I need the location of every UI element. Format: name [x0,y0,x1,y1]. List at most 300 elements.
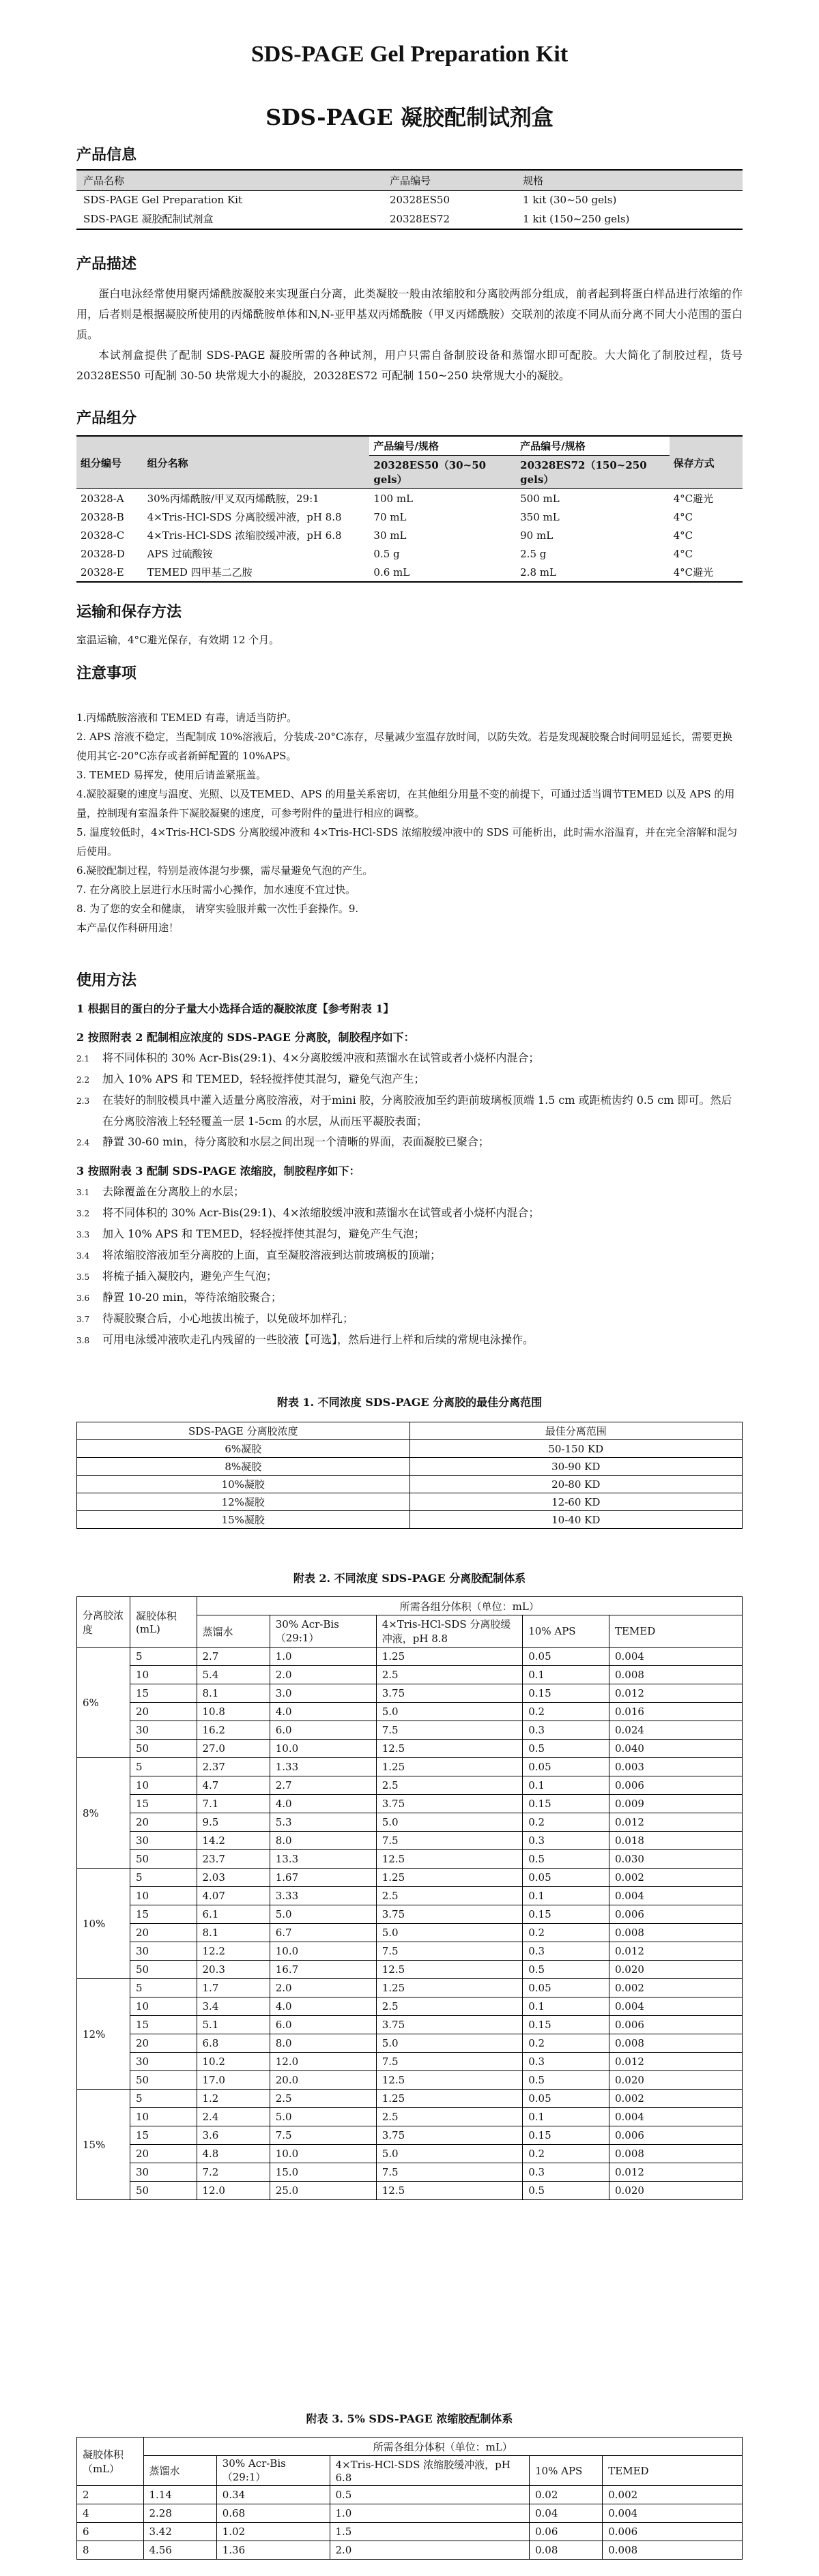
header-product-code: 产品编号 [383,170,516,191]
header-temed: TEMED [603,2456,743,2486]
cell: 0.3 [523,1721,609,1740]
cell: 5.4 [197,1666,270,1684]
cell: APS 过硫酸铵 [147,548,213,560]
cell: 1.5 [330,2523,530,2541]
cell: 0.006 [609,2016,743,2034]
cell: 50 [130,2071,197,2090]
substep-text: 将浓缩胶溶液加至分离胶的上面，直至凝胶溶液到达前玻璃板的顶端； [102,1248,442,1261]
cell: 0.008 [609,2034,743,2053]
cell: 0.012 [609,1942,743,1961]
cell: 5 [130,1869,197,1887]
cell: 7.5 [376,1721,523,1740]
cell: 15 [130,1684,197,1703]
cell: 12.0 [270,2053,376,2071]
cell: 4.7 [197,1776,270,1795]
concentration-cell: 10% [77,1869,130,1979]
cell: 2.28 [143,2504,216,2523]
cell: 1 kit (30~50 gels) [523,194,617,206]
cell: 0.1 [523,1666,609,1684]
cell: 3.75 [376,2016,523,2034]
header-temed: TEMED [609,1615,743,1648]
usage-heading: 使用方法 [76,971,137,989]
title-chinese: SDS-PAGE 凝胶配制试剂盒 [265,104,554,130]
substep-number: 3.1 [76,1188,90,1197]
table-row [77,2145,743,2163]
cell: 4.0 [270,1795,376,1813]
cell: 10.0 [270,2145,376,2163]
usage-substep [76,1224,743,1245]
cell: 0.002 [609,1869,743,1887]
description-paragraph-1: 蛋白电泳经常使用聚丙烯酰胺凝胶来实现蛋白分离，此类凝胶一般由浓缩胶和分离胶两部分组成，前者起到将蛋白样品进行浓缩的作用，后者则是根据凝胶所使用的丙烯酰胺单体和N,N-亚甲基双丙烯酰胺（甲叉丙烯酰胺）交联剂的浓度不同从而分离不同大小范围的蛋白质。 [76,287,743,341]
cell: 12.5 [376,2182,523,2200]
cell: 0.1 [523,1776,609,1795]
cell: 0.15 [523,1684,609,1703]
header-water: 蒸馏水 [143,2456,216,2486]
description-heading: 产品描述 [76,255,137,273]
table2-section [76,1570,743,2200]
cell: 5.0 [376,1813,523,1832]
components-table [76,435,743,583]
cell: 50-150 KD [410,1440,743,1458]
table2 [76,1596,743,2200]
table-row [77,1511,743,1529]
table-row [77,1813,743,1832]
cell: 0.012 [609,2163,743,2182]
cell: 0.020 [609,2071,743,2090]
cell: 15%凝胶 [77,1511,410,1529]
cell: 3.75 [376,1905,523,1924]
substep-number: 3.6 [76,1293,90,1303]
header-component-volumes: 所需各组分体积（单位：mL） [143,2438,743,2456]
cell: 3.0 [270,1684,376,1703]
usage-step-2: 2 按照附表 2 配制相应浓度的 SDS-PAGE 分离胶，制胶程序如下： [76,1031,415,1044]
table-row [77,1476,743,1493]
cell: 2.5 [270,2090,376,2108]
note-item: 本产品仅作科研用途！ [76,922,179,934]
cell: 1.25 [376,1869,523,1887]
cell: 0.040 [609,1740,743,1758]
cell: 0.008 [609,2145,743,2163]
cell: 10 [130,1887,197,1905]
cell: 0.008 [609,1666,743,1684]
cell: 10 [130,1997,197,2016]
table-row [77,1961,743,1979]
cell: 2.4 [197,2108,270,2126]
table-subheader-row [77,2456,743,2486]
table-row [76,526,743,544]
cell: 0.020 [609,1961,743,1979]
concentration-cell: 12% [77,1979,130,2090]
cell: 10.0 [270,1740,376,1758]
cell: 7.5 [376,2163,523,2182]
cell: 1.0 [270,1648,376,1666]
cell: 6.7 [270,1924,376,1942]
cell: 2.5 [376,1776,523,1795]
cell: 0.1 [523,2108,609,2126]
header-component-name: 组分名称 [143,436,370,489]
cell: 5 [130,2090,197,2108]
cell: 3.75 [376,1684,523,1703]
cell: 0.05 [523,1758,609,1776]
usage-substep [76,1266,743,1287]
usage-section [76,970,743,1351]
cell: 15 [130,2126,197,2145]
header-spec: 规格 [516,170,743,191]
note-item: 6.凝胶配制过程，特别是液体混匀步骤，需尽量避免气泡的产生。 [76,864,373,877]
note-item: 3. TEMED 易挥发，使用后请盖紧瓶盖。 [76,769,267,781]
cell: 5.1 [197,2016,270,2034]
cell: 1.36 [216,2541,330,2560]
cell: 0.2 [523,2145,609,2163]
cell: 15 [130,2016,197,2034]
table-row [77,2126,743,2145]
header-aps: 10% APS [523,1615,609,1648]
cell: 20328ES50 [389,194,450,206]
usage-substep [76,1132,743,1153]
header-gel-concentration: SDS-PAGE 分离胶浓度 [77,1422,410,1440]
description-paragraph-2: 本试剂盒提供了配制 SDS-PAGE 凝胶所需的各种试剂，用户只需自备制胶设备和蒸馏水即可配胶。大大简化了制胶过程，货号 20328ES50 可配制 30-50 块常规大小的凝胶，20328ES72 可配制 150~250 块常规大小的凝胶。 [76,349,743,382]
cell: 0.3 [523,2053,609,2071]
table-row [77,2163,743,2182]
table3-body [77,2486,743,2560]
substep-number: 3.5 [76,1272,90,1282]
cell: 6.8 [197,2034,270,2053]
cell: 20328-E [76,563,143,582]
concentration-cell: 6% [77,1648,130,1758]
cell: 1.0 [330,2504,530,2523]
cell: SDS-PAGE Gel Preparation Kit [83,194,242,206]
cell: 20 [130,1703,197,1721]
cell: 8.1 [197,1924,270,1942]
table-row [77,1440,743,1458]
notes-section [76,663,743,937]
cell: 1.14 [143,2486,216,2504]
substep-number: 2.2 [76,1075,90,1085]
table3-section [76,2411,743,2560]
cell: 1.02 [216,2523,330,2541]
product-info-heading: 产品信息 [76,146,137,164]
cell: 8 [77,2541,144,2560]
substep-text: 加入 10% APS 和 TEMED，轻轻搅拌使其混匀，避免产生气泡； [102,1227,425,1240]
cell: 4×Tris-HCl-SDS 分离胶缓冲液，pH 8.8 [147,511,342,523]
cell: 2.0 [270,1666,376,1684]
substep-number: 2.1 [76,1054,90,1064]
cell: 20328-C [81,529,125,542]
cell: 7.5 [376,2053,523,2071]
cell: 12.2 [197,1942,270,1961]
cell: 6.0 [270,2016,376,2034]
cell: 12.5 [376,1850,523,1869]
cell: 1 kit (150~250 gels) [516,209,743,229]
substep-text: 可用电泳缓冲液吹走孔内残留的一些胶液【可选】，然后进行上样和后续的常规电泳操作。 [102,1333,534,1346]
table-header-row [77,1422,743,1440]
cell: 4°C [673,547,693,560]
cell: 2.5 [376,1666,523,1684]
cell: 15 [130,1905,197,1924]
cell: 30 [130,1942,197,1961]
cell: 1.67 [270,1869,376,1887]
cell: 0.02 [530,2486,603,2504]
cell: 1.25 [376,1648,523,1666]
cell: 0.05 [523,1648,609,1666]
cell: 0.5 [523,2182,609,2200]
table-row [77,1905,743,1924]
cell: 0.008 [603,2541,743,2560]
cell: 0.1 [523,1997,609,2016]
cell: 350 mL [520,510,560,523]
cell: 0.004 [609,1997,743,2016]
header-resolving-buffer: 4×Tris-HCl-SDS 分离胶缓冲液，pH 8.8 [376,1615,523,1648]
table-row [77,2071,743,2090]
table1-caption: 附表 1. 不同浓度 SDS-PAGE 分离胶的最佳分离范围 [276,1396,543,1409]
header-stacking-buffer: 4×Tris-HCl-SDS 浓缩胶缓冲液，pH 6.8 [330,2456,530,2486]
cell: 0.08 [530,2541,603,2560]
cell: 1.25 [376,1979,523,1997]
note-item: 5. 温度较低时，4×Tris-HCl-SDS 分离胶缓冲液和 4×Tris-HCl-SDS 浓缩胶缓冲液中的 SDS 可能析出，此时需水浴温育，并在完全溶解和混匀后使用。 [76,826,738,858]
table-row [77,2034,743,2053]
cell: 3.75 [376,2126,523,2145]
header-separation-range: 最佳分离范围 [410,1422,743,1440]
table-row [77,1795,743,1813]
cell: 2.7 [270,1776,376,1795]
cell: 10-40 KD [410,1511,743,1529]
cell: SDS-PAGE 凝胶配制试剂盒 [76,209,383,229]
cell: 27.0 [197,1740,270,1758]
table-header-row [76,170,743,191]
substep-number: 2.4 [76,1138,90,1147]
cell: 0.018 [609,1832,743,1850]
cell: 0.3 [523,1832,609,1850]
table-row [77,1493,743,1511]
cell: 7.2 [197,2163,270,2182]
cell: 4°C [673,529,693,542]
cell: 12%凝胶 [77,1493,410,1511]
product-info-section [76,145,743,230]
cell: 20.0 [270,2071,376,2090]
cell: 30 [130,2053,197,2071]
table-header-row [76,436,743,456]
cell: 20.3 [197,1961,270,1979]
cell: 5.3 [270,1813,376,1832]
table2-body [77,1648,743,2200]
cell: 50 [130,1850,197,1869]
concentration-cell: 15% [77,2090,130,2200]
cell: 10.8 [197,1703,270,1721]
cell: 4°C [673,510,693,523]
cell: 0.030 [609,1850,743,1869]
table-row [77,1458,743,1476]
substep-number: 3.3 [76,1230,90,1240]
cell: 0.5 [523,1961,609,1979]
table-row [77,2090,743,2108]
cell: 0.009 [609,1795,743,1813]
cell: 0.5 g [373,547,400,560]
cell: 2.0 [330,2541,530,2560]
cell: 0.012 [609,2053,743,2071]
cell: 30%丙烯酰胺/甲叉双丙烯酰胺，29:1 [147,493,319,505]
cell: 10.2 [197,2053,270,2071]
cell: 1.33 [270,1758,376,1776]
table2-caption: 附表 2. 不同浓度 SDS-PAGE 分离胶配制体系 [293,1572,526,1585]
cell: 0.05 [523,1979,609,1997]
cell: 0.2 [523,1924,609,1942]
header-gel-concentration: 分离胶浓度 [77,1597,130,1648]
note-item: 2. APS 溶液不稳定，当配制成 10%溶液后，分装成-20°C冻存，尽量减少室温存放时间，以防失效。若是发现凝胶聚合时间明显延长，需要更换使用其它-20°C冻存或者新鲜配置的 10%APS。 [76,731,733,762]
substep-number: 2.3 [76,1096,90,1106]
table-row [77,2108,743,2126]
cell: 10.0 [270,1942,376,1961]
substep-number: 3.4 [76,1251,90,1261]
cell: 2.5 g [520,547,547,560]
table1-section [76,1394,743,1529]
cell: 3.33 [270,1887,376,1905]
cell: 0.1 [523,1887,609,1905]
cell: 0.2 [523,2034,609,2053]
note-item: 1.丙烯酰胺溶液和 TEMED 有毒，请适当防护。 [76,712,298,724]
substep-number: 3.7 [76,1315,90,1324]
substep-text: 在装好的制胶模具中灌入适量分离胶溶液，对于mini 胶，分离胶液加至约距前玻璃板顶端 1.5 cm 或距梳齿约 0.5 cm 即可。然后在分离胶溶液上轻轻覆盖一层 1-5cm 的水层，从而压平凝胶表面； [102,1094,732,1128]
header-product-name: 产品名称 [76,170,383,191]
header-code-spec-1: 产品编号/规格 [369,436,516,456]
cell: 30 [130,1721,197,1740]
cell: 0.15 [523,1795,609,1813]
cell: 0.002 [609,2090,743,2108]
storage-section [76,602,743,649]
cell: 5.0 [376,1703,523,1721]
cell: 10 [130,2108,197,2126]
substep-text: 静置 30-60 min，待分离胶和水层之间出现一个清晰的界面，表面凝胶已聚合； [102,1135,489,1148]
table-row [77,1776,743,1795]
cell: 1.2 [197,2090,270,2108]
substep-text: 加入 10% APS 和 TEMED，轻轻搅拌使其混匀，避免气泡产生； [102,1072,425,1085]
cell: 8.0 [270,1832,376,1850]
table-row [77,1869,743,1887]
header-storage: 保存方式 [670,436,743,489]
table-row [77,1997,743,2016]
cell: 30 [130,2163,197,2182]
header-gel-volume: 凝胶体积（mL） [77,2438,144,2486]
cell: 4 [77,2504,144,2523]
header-es50: 20328ES50（30~50 gels） [369,456,516,489]
cell: 12.5 [376,2071,523,2090]
cell: 0.04 [530,2504,603,2523]
cell: 5 [130,1758,197,1776]
table-row [77,1979,743,1997]
table-row [77,2016,743,2034]
cell: 9.5 [197,1813,270,1832]
cell: 0.05 [523,2090,609,2108]
cell: 16.7 [270,1961,376,1979]
cell: 500 mL [520,492,560,505]
cell: 0.2 [523,1813,609,1832]
header-component-volumes: 所需各组分体积（单位：mL） [197,1597,743,1615]
cell: 8.1 [197,1684,270,1703]
cell: 3.75 [376,1795,523,1813]
cell: 2 [77,2486,144,2504]
table-row [77,2053,743,2071]
cell: 0.006 [609,1776,743,1795]
cell: 5.0 [376,2145,523,2163]
cell: 12.5 [376,1740,523,1758]
cell: 3.6 [197,2126,270,2145]
substep-text: 将不同体积的 30% Acr-Bis(29:1)、4×浓缩胶缓冲液和蒸馏水在试管或者小烧杯内混合； [102,1206,540,1219]
usage-substep [76,1287,743,1308]
note-item: 4.凝胶凝聚的速度与温度、光照、以及TEMED、APS 的用量关系密切，在其他组分用量不变的前提下，可通过适当调节TEMED 以及 APS 的用量，控制现有室温条件下凝胶凝聚的速度，可参考附件的量进行相应的调整。 [76,788,735,819]
cell: 0.6 mL [369,563,516,582]
usage-substep [76,1330,743,1351]
table-row [77,2504,743,2523]
table-row [77,1924,743,1942]
cell: 2.5 [376,1887,523,1905]
cell: 0.06 [530,2523,603,2541]
cell: 20 [130,1924,197,1942]
cell: 0.5 [523,1740,609,1758]
components-section [76,408,743,583]
cell: 5.0 [376,2034,523,2053]
cell: 8%凝胶 [77,1458,410,1476]
cell: 15.0 [270,2163,376,2182]
cell: 20-80 KD [410,1476,743,1493]
header-acr-bis: 30% Acr-Bis（29:1） [270,1615,376,1648]
cell: 2.37 [197,1758,270,1776]
usage-step-1: 1 根据目的蛋白的分子量大小选择合适的凝胶浓度【参考附表 1】 [76,1002,394,1015]
cell: 20328-D [81,547,125,560]
cell: 2.7 [197,1648,270,1666]
header-gel-volume: 凝胶体积(mL) [130,1597,197,1648]
cell: 0.006 [609,2126,743,2145]
cell: 0.003 [609,1758,743,1776]
table-row [77,1758,743,1776]
cell: 4.0 [270,1703,376,1721]
substep-text: 将梳子插入凝胶内，避免产生气泡； [102,1270,278,1283]
table3-caption: 附表 3. 5% SDS-PAGE 浓缩胶配制体系 [306,2412,513,2425]
cell: 3.4 [197,1997,270,2016]
cell: 0.05 [523,1869,609,1887]
cell: 10%凝胶 [77,1476,410,1493]
cell: 4.56 [143,2541,216,2560]
table-row [77,1850,743,1869]
cell: 6.1 [197,1905,270,1924]
cell: 2.0 [270,1979,376,1997]
table-row [77,2541,743,2560]
table-row [77,1832,743,1850]
header-es72: 20328ES72（150~250 gels） [516,456,669,489]
cell: 2.5 [376,2108,523,2126]
table-row [77,1887,743,1905]
cell: 1.7 [197,1979,270,1997]
cell: 6%凝胶 [77,1440,410,1458]
usage-substep [76,1048,743,1069]
cell: 20 [130,1813,197,1832]
table-row [76,508,743,526]
cell: 0.5 [523,2071,609,2090]
table-row [77,2182,743,2200]
cell: 12-60 KD [410,1493,743,1511]
cell: 16.2 [197,1721,270,1740]
cell: 4×Tris-HCl-SDS 浓缩胶缓冲液，pH 6.8 [147,529,342,542]
concentration-cell: 8% [77,1758,130,1869]
cell: 0.3 [523,2163,609,2182]
cell: TEMED 四甲基二乙胺 [143,563,370,582]
table-row [77,1721,743,1740]
cell: 15 [130,1795,197,1813]
cell: 2.03 [197,1869,270,1887]
cell: 0.012 [609,1813,743,1832]
cell: 50 [130,1961,197,1979]
cell: 20 [130,2034,197,2053]
cell: 8.0 [270,2034,376,2053]
cell: 10 [130,1776,197,1795]
